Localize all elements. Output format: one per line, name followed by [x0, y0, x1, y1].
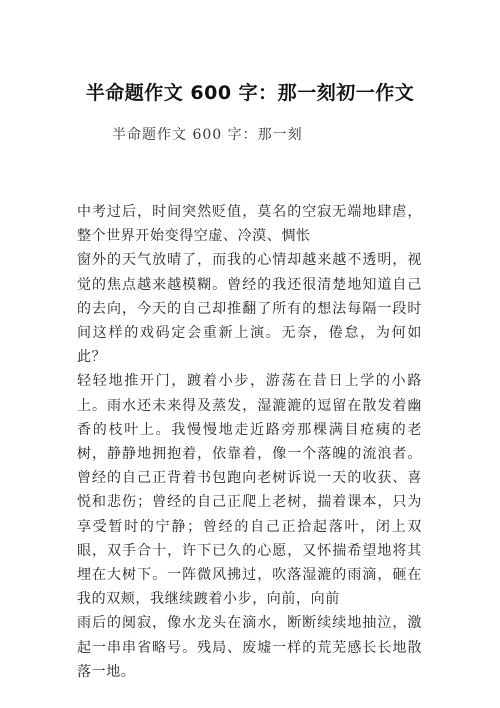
paragraph: 雨后的阒寂，像水龙头在滴水，断断续续地抽泣，激起一串串省略号。残局、废墟一样的荒芜感长长地散落一地。	[77, 615, 422, 680]
paragraph: 中考过后，时间突然贬值，莫名的空寂无端地肆虐，整个世界开始变得空虚、冷漠、惆怅	[77, 204, 422, 245]
paragraph: 窗外的天气放晴了，而我的心情却越来越不透明，视觉的焦点越来越模糊。曾经的我还很清楚地知道自己的去向，今天的自己却推翻了所有的想法每隔一段时间这样的戏码定会重新上演。无奈，倦怠，为何如此？	[77, 252, 422, 366]
document-subtitle: 半命题作文 600 字：那一刻	[112, 127, 303, 143]
document-body	[77, 200, 422, 684]
paragraph: 轻轻地推开门，踱着小步，游荡在昔日上学的小路上。雨水还未来得及蒸发，湿漉漉的逗留在散发着幽香的枝叶上。我慢慢地走近路旁那棵满目疮痍的老树，静静地拥抱着，依靠着，像一个落魄的流浪者。曾经的自己正背着书包跑向老树诉说一天的收获、喜悦和悲伤；曾经的自己正爬上老树，揣着课本，只为享受暂时的宁静；曾经的自己正拾起落叶，闭上双眼，双手合十，许下已久的心愿，又怀揣希望地将其埋在大树下。一阵微风拂过，吹落湿漉的雨滴，砸在我的双颊，我继续踱着小步，向前，向前	[77, 373, 422, 608]
document-title: 半命题作文 600 字：那一刻初一作文	[85, 82, 415, 104]
